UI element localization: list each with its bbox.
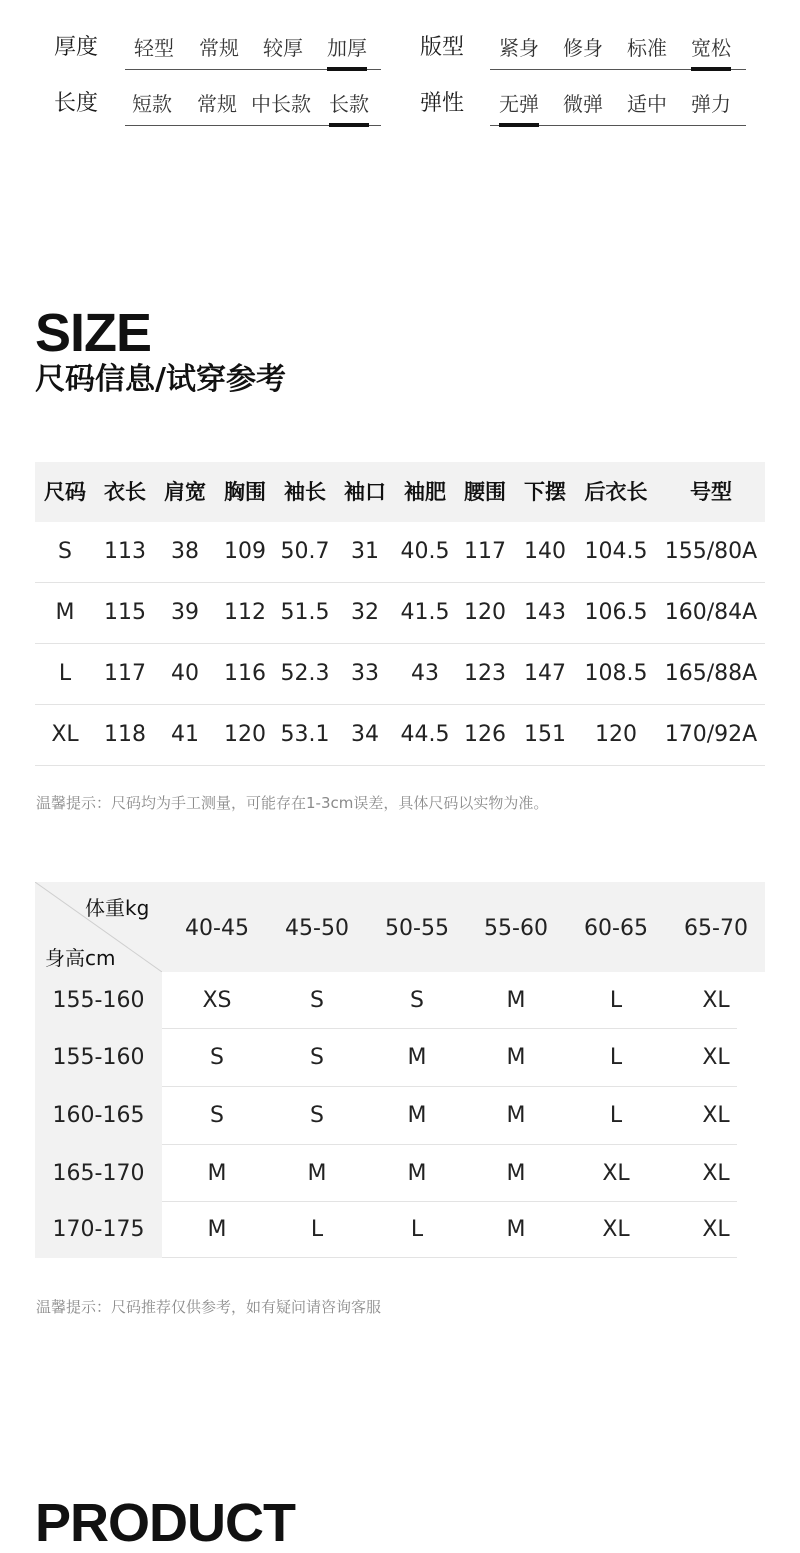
attr-option-fit-0: 紧身 xyxy=(499,36,539,60)
size-value-cell: 120 xyxy=(224,722,266,747)
selected-underline xyxy=(691,67,731,71)
size-value-cell: 53.1 xyxy=(280,722,330,747)
height-range-cell: 155-160 xyxy=(35,1029,162,1087)
recommended-size-cell: M xyxy=(506,1045,526,1070)
recommend-table-header xyxy=(35,882,765,972)
recommended-size-cell: L xyxy=(310,1217,324,1242)
size-value-cell: 104.5 xyxy=(584,539,648,564)
attr-option-thickness-2: 较厚 xyxy=(263,36,303,60)
size-col-header: 尺码 xyxy=(44,480,86,504)
attr-option-fit-3: 宽松 xyxy=(691,30,731,66)
height-range-cell: 155-160 xyxy=(35,972,162,1029)
recommended-size-cell: S xyxy=(410,988,424,1013)
recommend-corner-cell xyxy=(35,882,162,972)
recommend-table-row xyxy=(35,1087,765,1145)
attr-label-fit: 版型 xyxy=(420,35,465,60)
recommended-size-cell: M xyxy=(207,1217,227,1242)
size-value-cell: 117 xyxy=(104,661,146,686)
size-table-row xyxy=(35,522,765,583)
attr-option-elasticity-1: 微弹 xyxy=(563,92,603,116)
size-value-cell: 147 xyxy=(524,661,566,686)
attr-option-length-3: 长款 xyxy=(329,86,369,122)
attr-row-thickness xyxy=(0,30,400,70)
weight-range-header: 55-60 xyxy=(484,916,548,941)
size-value-cell: 108.5 xyxy=(584,661,648,686)
size-table-body xyxy=(35,522,765,766)
attr-label-length: 长度 xyxy=(54,91,99,116)
recommended-size-cell: XL xyxy=(702,1103,730,1128)
weight-range-header: 60-65 xyxy=(584,916,648,941)
recommended-size-cell: XL xyxy=(702,1217,730,1242)
size-label-cell: XL xyxy=(51,722,79,747)
size-value-cell: 140 xyxy=(524,539,566,564)
size-value-cell: 38 xyxy=(171,539,199,564)
recommended-size-cell: M xyxy=(407,1161,427,1186)
attr-track-thickness xyxy=(125,30,381,70)
recommended-size-cell: M xyxy=(506,1161,526,1186)
attr-label-thickness: 厚度 xyxy=(54,35,99,60)
recommended-size-cell: M xyxy=(506,1217,526,1242)
recommended-size-cell: XL xyxy=(602,1161,630,1186)
size-table-row xyxy=(35,644,765,705)
recommended-size-cell: L xyxy=(410,1217,424,1242)
attr-row-elasticity xyxy=(400,86,800,126)
weight-axis-label: 体重kg xyxy=(85,896,150,920)
size-col-header: 胸围 xyxy=(224,480,266,504)
size-title: SIZE xyxy=(35,303,152,363)
size-col-header: 号型 xyxy=(690,480,732,504)
size-table xyxy=(35,462,765,766)
recommend-table xyxy=(35,882,765,1258)
weight-range-header: 65-70 xyxy=(684,916,748,941)
height-range-cell: 165-170 xyxy=(35,1145,162,1202)
recommended-size-cell: XL xyxy=(702,1161,730,1186)
recommend-table-row xyxy=(35,1202,765,1258)
size-value-cell: 44.5 xyxy=(400,722,450,747)
attr-option-length-0: 短款 xyxy=(132,92,172,116)
size-value-cell: 120 xyxy=(464,600,506,625)
size-value-cell: 160/84A xyxy=(664,600,758,625)
size-value-cell: 39 xyxy=(171,600,199,625)
recommended-size-cell: M xyxy=(307,1161,327,1186)
weight-range-header: 40-45 xyxy=(185,916,249,941)
recommended-size-cell: L xyxy=(609,1045,623,1070)
recommend-table-body xyxy=(35,972,765,1258)
size-table-row xyxy=(35,705,765,766)
size-label-cell: S xyxy=(58,539,72,564)
size-value-cell: 43 xyxy=(411,661,439,686)
size-note: 温馨提示：尺码均为手工测量，可能存在1-3cm误差，具体尺码以实物为准。 xyxy=(36,794,549,812)
recommend-table-row xyxy=(35,972,765,1029)
attr-track-fit xyxy=(490,30,746,70)
size-value-cell: 33 xyxy=(351,661,379,686)
attr-option-length-2: 中长款 xyxy=(251,92,311,116)
recommended-size-cell: L xyxy=(609,1103,623,1128)
size-value-cell: 126 xyxy=(464,722,506,747)
selected-underline xyxy=(499,123,539,127)
size-value-cell: 165/88A xyxy=(664,661,758,686)
attr-option-thickness-0: 轻型 xyxy=(134,36,174,60)
recommend-note: 温馨提示：尺码推荐仅供参考，如有疑问请咨询客服 xyxy=(36,1298,382,1316)
size-value-cell: 120 xyxy=(595,722,637,747)
size-value-cell: 52.3 xyxy=(280,661,330,686)
size-value-cell: 34 xyxy=(351,722,379,747)
size-value-cell: 40.5 xyxy=(400,539,450,564)
size-value-cell: 143 xyxy=(524,600,566,625)
attr-track-length xyxy=(125,86,381,126)
attr-option-elasticity-3: 弹力 xyxy=(691,92,731,116)
recommended-size-cell: S xyxy=(310,1103,324,1128)
recommended-size-cell: S xyxy=(310,1045,324,1070)
attr-option-fit-1: 修身 xyxy=(563,36,603,60)
selected-underline xyxy=(329,123,369,127)
size-col-header: 腰围 xyxy=(464,480,506,504)
size-table-row xyxy=(35,583,765,644)
recommend-table-row xyxy=(35,1029,765,1087)
size-value-cell: 118 xyxy=(104,722,146,747)
size-value-cell: 41.5 xyxy=(400,600,450,625)
size-value-cell: 32 xyxy=(351,600,379,625)
size-value-cell: 31 xyxy=(351,539,379,564)
recommend-table-row xyxy=(35,1145,765,1202)
size-value-cell: 50.7 xyxy=(280,539,330,564)
size-value-cell: 123 xyxy=(464,661,506,686)
recommended-size-cell: S xyxy=(210,1045,224,1070)
recommended-size-cell: M xyxy=(506,1103,526,1128)
size-value-cell: 113 xyxy=(104,539,146,564)
size-label-cell: L xyxy=(58,661,72,686)
attr-row-fit xyxy=(400,30,800,70)
size-value-cell: 170/92A xyxy=(664,722,758,747)
recommended-size-cell: XS xyxy=(202,988,232,1013)
selected-underline xyxy=(327,67,367,71)
size-value-cell: 116 xyxy=(224,661,266,686)
height-range-cell: 170-175 xyxy=(35,1202,162,1258)
size-col-header: 袖口 xyxy=(344,480,386,504)
recommended-size-cell: S xyxy=(210,1103,224,1128)
recommended-size-cell: S xyxy=(310,988,324,1013)
size-col-header: 袖长 xyxy=(284,480,326,504)
size-value-cell: 106.5 xyxy=(584,600,648,625)
size-value-cell: 117 xyxy=(464,539,506,564)
recommended-size-cell: M xyxy=(407,1045,427,1070)
size-value-cell: 112 xyxy=(224,600,266,625)
product-title: PRODUCT xyxy=(35,1493,295,1553)
attr-option-elasticity-2: 适中 xyxy=(627,92,667,116)
recommended-size-cell: M xyxy=(407,1103,427,1128)
size-value-cell: 51.5 xyxy=(280,600,330,625)
size-value-cell: 41 xyxy=(171,722,199,747)
row-divider xyxy=(162,1257,737,1258)
recommended-size-cell: XL xyxy=(602,1217,630,1242)
attr-option-thickness-3: 加厚 xyxy=(327,30,367,66)
height-axis-label: 身高cm xyxy=(45,946,116,970)
recommended-size-cell: M xyxy=(207,1161,227,1186)
size-value-cell: 115 xyxy=(104,600,146,625)
weight-range-header: 50-55 xyxy=(385,916,449,941)
weight-range-header: 45-50 xyxy=(285,916,349,941)
size-col-header: 后衣长 xyxy=(584,480,648,504)
recommended-size-cell: XL xyxy=(702,1045,730,1070)
size-value-cell: 155/80A xyxy=(664,539,758,564)
attr-row-length xyxy=(0,86,400,126)
recommended-size-cell: L xyxy=(609,988,623,1013)
attr-option-length-1: 常规 xyxy=(197,92,237,116)
attr-track-elasticity xyxy=(490,86,746,126)
size-col-header: 袖肥 xyxy=(404,480,446,504)
attr-label-elasticity: 弹性 xyxy=(420,91,465,116)
size-table-header xyxy=(35,462,765,522)
size-value-cell: 151 xyxy=(524,722,566,747)
size-col-header: 衣长 xyxy=(104,480,146,504)
size-label-cell: M xyxy=(55,600,75,625)
size-value-cell: 40 xyxy=(171,661,199,686)
attr-option-thickness-1: 常规 xyxy=(199,36,239,60)
size-value-cell: 109 xyxy=(224,539,266,564)
recommended-size-cell: XL xyxy=(702,988,730,1013)
size-col-header: 肩宽 xyxy=(164,480,206,504)
attr-option-elasticity-0: 无弹 xyxy=(499,86,539,122)
size-subtitle: 尺码信息/试穿参考 xyxy=(35,362,286,397)
height-range-cell: 160-165 xyxy=(35,1087,162,1145)
size-col-header: 下摆 xyxy=(524,480,566,504)
recommended-size-cell: M xyxy=(506,988,526,1013)
attr-option-fit-2: 标准 xyxy=(627,36,667,60)
